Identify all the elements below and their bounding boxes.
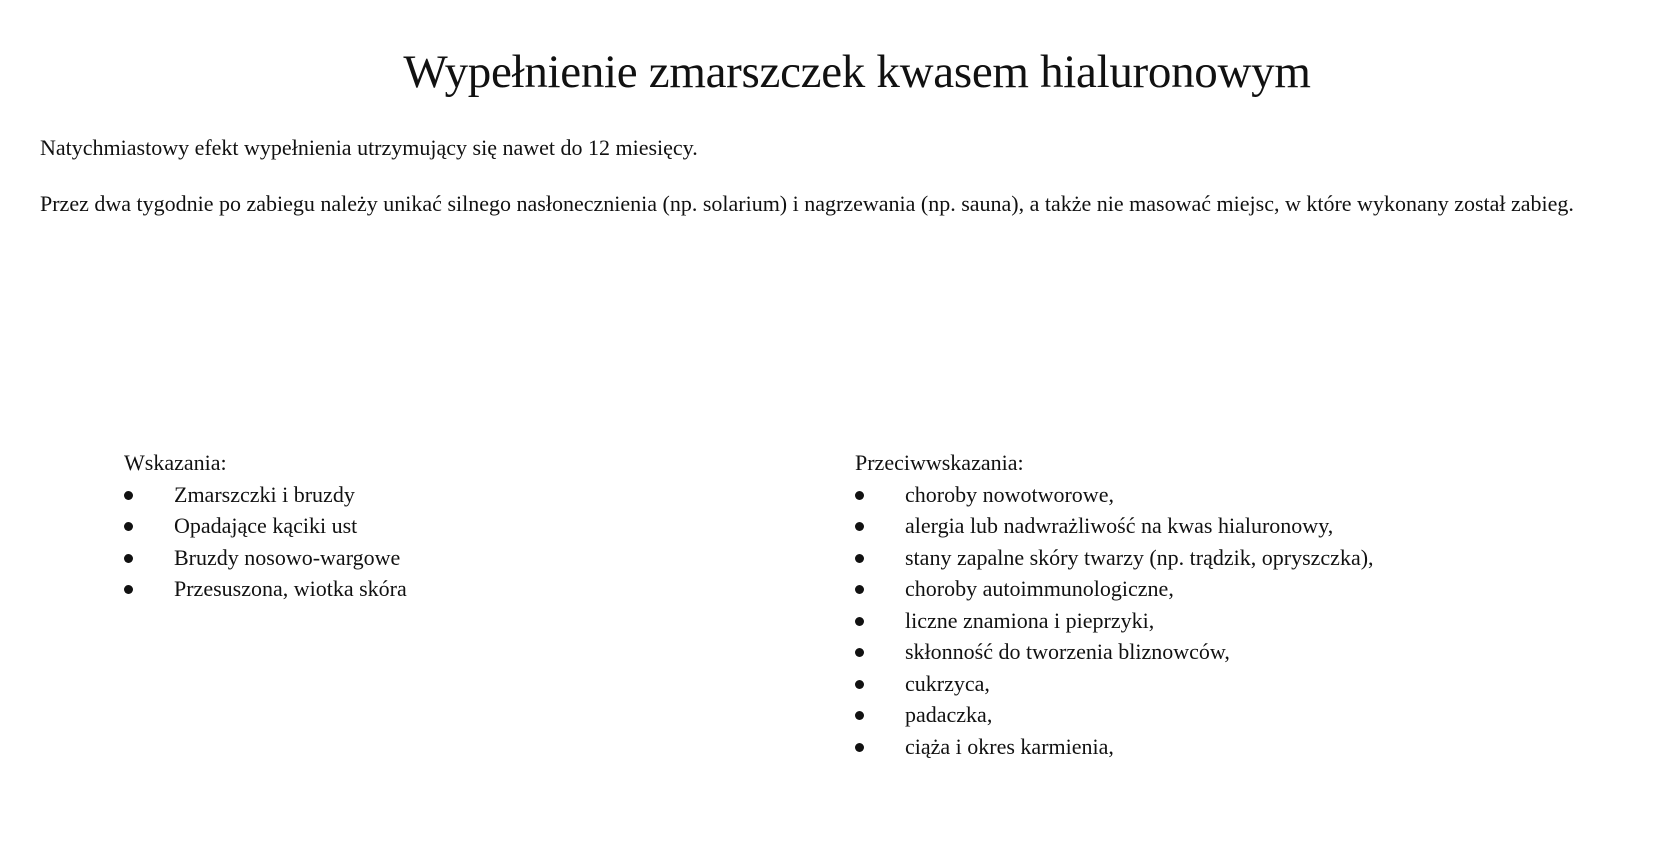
- list-item: [124, 510, 724, 542]
- bullet-icon: [855, 522, 864, 531]
- contraindications-section: [855, 447, 1635, 762]
- page-title: Wypełnienie zmarszczek kwasem hialuronowym: [403, 46, 1311, 98]
- bullet-icon: [124, 491, 133, 500]
- list-item-text: Przesuszona, wiotka skóra: [174, 576, 407, 601]
- list-item-text: liczne znamiona i pieprzyki,: [905, 607, 1155, 633]
- aftercare-paragraph: Przez dwa tygodnie po zabiegu należy unikać silnego nasłonecznienia (np. solarium) i nagrzewania (np. sauna), a także nie masować miejsc, w które wykonany został zabieg.: [40, 191, 1574, 216]
- bullet-icon: [855, 617, 864, 626]
- bullet-icon: [855, 585, 864, 594]
- list-item-text: ciąża i okres karmienia,: [905, 733, 1114, 759]
- list-item-text: Bruzdy nosowo-wargowe: [174, 544, 401, 570]
- contraindications-list: [855, 479, 1635, 763]
- list-item-text: stany zapalne skóry twarzy (np. trądzik, opryszczka),: [905, 544, 1374, 570]
- list-item-text: Opadające kąciki ust: [174, 513, 358, 538]
- bullet-icon: [124, 554, 133, 563]
- list-item-text: choroby autoimmunologiczne,: [905, 576, 1174, 601]
- contraindications-heading: Przeciwwskazania:: [855, 450, 1024, 475]
- bullet-icon: [855, 554, 864, 563]
- list-item: [855, 605, 1635, 637]
- list-item: [855, 542, 1635, 574]
- bullet-icon: [855, 743, 864, 752]
- list-item: [124, 542, 724, 574]
- bullet-icon: [124, 585, 133, 594]
- list-item: [855, 668, 1635, 700]
- list-item: [855, 731, 1635, 763]
- list-item: [855, 479, 1635, 511]
- list-item-text: padaczka,: [905, 702, 993, 727]
- list-item: [855, 573, 1635, 605]
- bullet-icon: [855, 491, 864, 500]
- list-item: [124, 573, 724, 605]
- list-item: [855, 699, 1635, 731]
- list-item-text: Zmarszczki i bruzdy: [174, 481, 355, 507]
- intro-paragraph: Natychmiastowy efekt wypełnienia utrzymujący się nawet do 12 miesięcy.: [40, 135, 698, 160]
- bullet-icon: [855, 648, 864, 657]
- bullet-icon: [124, 522, 133, 531]
- list-item-text: cukrzyca,: [905, 670, 990, 696]
- indications-section: [124, 447, 724, 605]
- list-item-text: skłonność do tworzenia bliznowców,: [905, 639, 1230, 664]
- list-item: [855, 636, 1635, 668]
- indications-list: [124, 479, 724, 605]
- list-item-text: choroby nowotworowe,: [905, 481, 1114, 507]
- list-item-text: alergia lub nadwrażliwość na kwas hialuronowy,: [905, 513, 1334, 538]
- bullet-icon: [855, 711, 864, 720]
- bullet-icon: [855, 680, 864, 689]
- list-item: [855, 510, 1635, 542]
- indications-heading: Wskazania:: [124, 450, 227, 475]
- list-item: [124, 479, 724, 511]
